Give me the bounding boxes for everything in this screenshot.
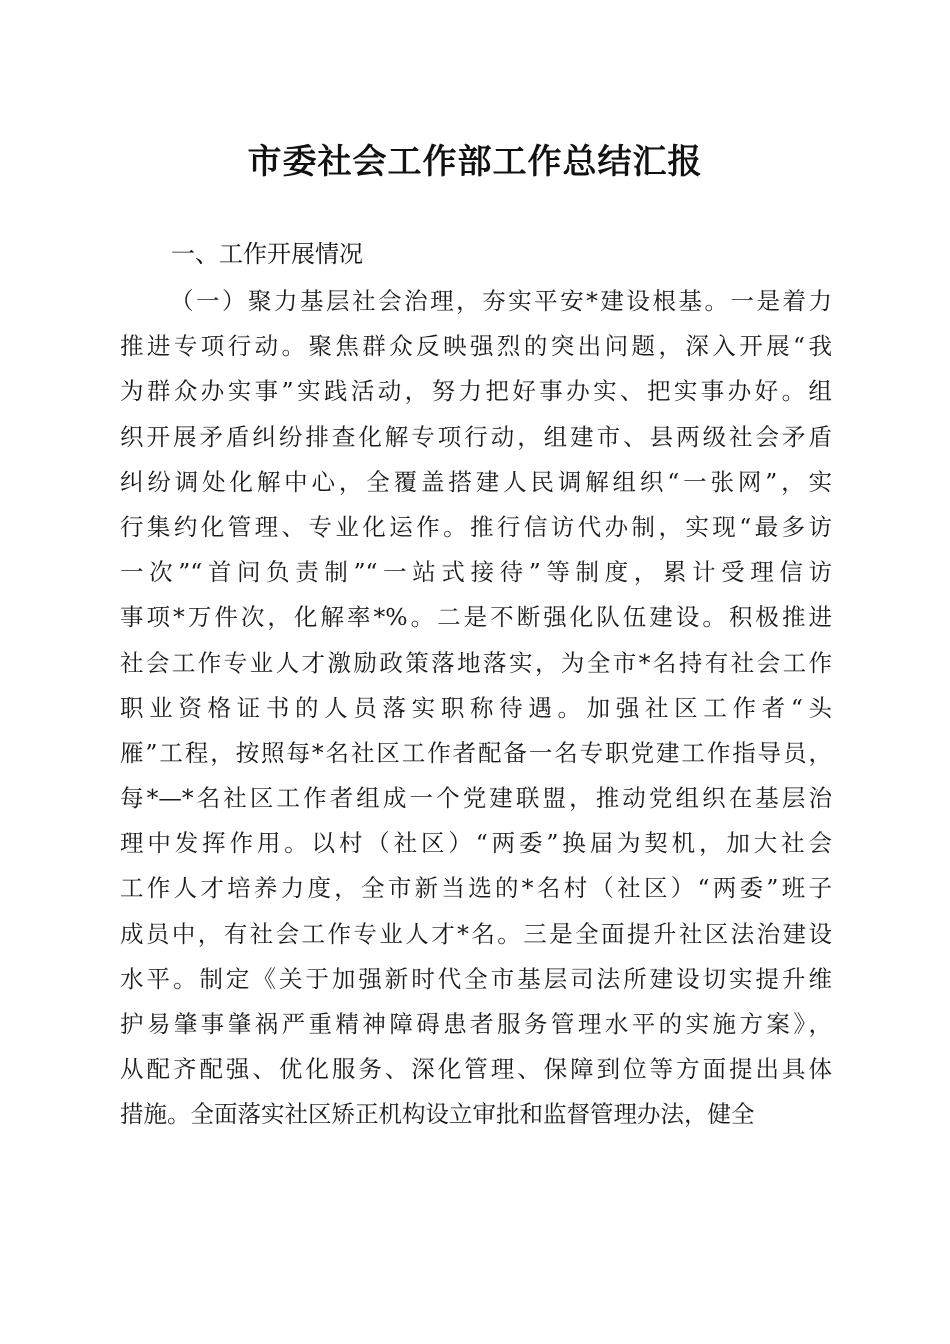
body-line: 一次”“首问负责制”“一站式接待”等制度，累计受理信访 <box>120 558 832 587</box>
body-line: （一）聚力基层社会治理，夯实平安*建设根基。一是着力 <box>170 287 832 315</box>
body-line: 护易肇事肇祸严重精神障碍患者服务管理水平的实施方案》， <box>120 1010 832 1038</box>
body-line: 雁”工程，按照每*名社区工作者配备一名专职党建工作指导员， <box>120 738 832 767</box>
body-line: 织开展矛盾纠纷排查化解专项行动，组建市、县两级社会矛盾 <box>120 422 832 451</box>
body-line: 水平。制定《关于加强新时代全市基层司法所建设切实提升维 <box>120 964 832 993</box>
body-line: 事项*万件次，化解率*%。二是不断强化队伍建设。积极推进 <box>120 603 832 632</box>
body-line: 理中发挥作用。以村（社区）“两委”换届为契机，加大社会 <box>120 829 832 858</box>
body-line: 措施。全面落实社区矫正机构设立审批和监督管理办法，健全 <box>120 1100 755 1129</box>
body-line: 为群众办实事”实践活动，努力把好事办实、把实事办好。组 <box>120 377 832 406</box>
body-line: 从配齐配强、优化服务、深化管理、保障到位等方面提出具体 <box>120 1055 832 1084</box>
document-title: 市委社会工作部工作总结汇报 <box>247 142 703 182</box>
section-heading: 一、工作开展情况 <box>171 240 363 268</box>
body-line: 成员中，有社会工作专业人才*名。三是全面提升社区法治建设 <box>120 919 832 948</box>
body-line: 职业资格证书的人员落实职称待遇。加强社区工作者“头 <box>120 693 832 722</box>
body-line: 每*—*名社区工作者组成一个党建联盟，推动党组织在基层治 <box>120 784 832 813</box>
body-line: 工作人才培养力度，全市新当选的*名村（社区）“两委”班子 <box>120 874 832 903</box>
body-line: 推进专项行动。聚焦群众反映强烈的突出问题，深入开展“我 <box>120 332 832 361</box>
body-line: 社会工作专业人才激励政策落地落实，为全市*名持有社会工作 <box>120 648 832 677</box>
body-line: 行集约化管理、专业化运作。推行信访代办制，实现“最多访 <box>120 512 832 541</box>
body-text <box>120 279 832 1138</box>
body-line: 纠纷调处化解中心，全覆盖搭建人民调解组织“一张网”，实 <box>120 467 832 496</box>
